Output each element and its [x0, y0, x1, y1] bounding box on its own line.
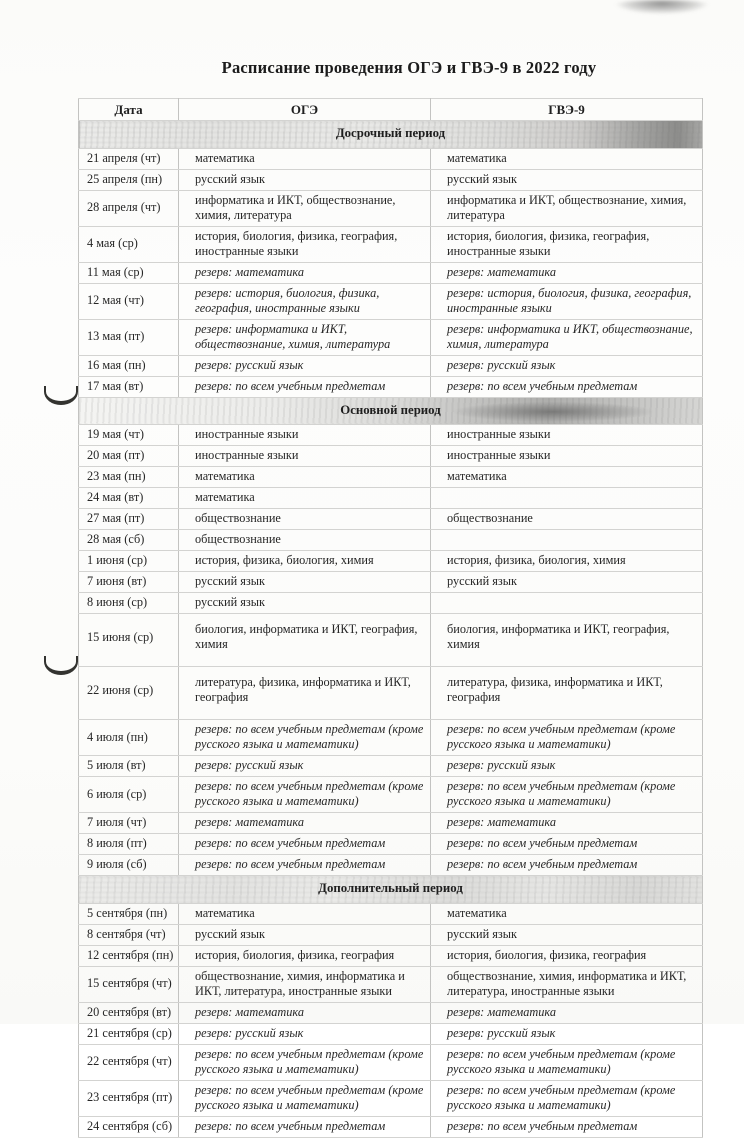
oge-cell: обществознание — [179, 509, 431, 530]
date-cell: 8 сентября (чт) — [79, 924, 179, 945]
gve-cell: математика — [431, 148, 703, 169]
schedule-body — [79, 121, 703, 1138]
table-row — [79, 813, 703, 834]
date-cell: 6 июля (ср) — [79, 777, 179, 813]
table-row — [79, 530, 703, 551]
oge-cell: резерв: информатика и ИКТ, обществознание, химия, литература — [179, 319, 431, 355]
column-header-date: Дата — [79, 99, 179, 121]
gve-cell — [431, 488, 703, 509]
table-row — [79, 614, 703, 667]
table-row — [79, 1023, 703, 1044]
gve-cell: история, физика, биология, химия — [431, 551, 703, 572]
oge-cell: резерв: по всем учебным предметам — [179, 834, 431, 855]
date-cell: 21 сентября (ср) — [79, 1023, 179, 1044]
table-row — [79, 376, 703, 397]
gve-cell: русский язык — [431, 572, 703, 593]
table-row — [79, 903, 703, 924]
date-cell: 12 сентября (пн) — [79, 945, 179, 966]
oge-cell: резерв: математика — [179, 813, 431, 834]
table-row — [79, 1002, 703, 1023]
oge-cell: резерв: по всем учебным предметам — [179, 1116, 431, 1137]
table-row — [79, 488, 703, 509]
gve-cell: литература, физика, информатика и ИКТ, география — [431, 667, 703, 720]
date-cell: 7 июля (чт) — [79, 813, 179, 834]
page-title: Расписание проведения ОГЭ и ГВЭ-9 в 2022 году — [221, 58, 597, 77]
table-row — [79, 777, 703, 813]
date-cell: 24 сентября (сб) — [79, 1116, 179, 1137]
gve-cell: резерв: математика — [431, 1002, 703, 1023]
section-header-row — [79, 397, 703, 425]
oge-cell: резерв: по всем учебным предметам (кроме русского языка и математики) — [179, 1044, 431, 1080]
date-cell: 25 апреля (пн) — [79, 169, 179, 190]
table-row — [79, 834, 703, 855]
table-row — [79, 945, 703, 966]
oge-cell: резерв: математика — [179, 262, 431, 283]
table-row — [79, 924, 703, 945]
gve-cell: обществознание, химия, информатика и ИКТ, литература, иностранные языки — [431, 966, 703, 1002]
oge-cell: резерв: история, биология, физика, география, иностранные языки — [179, 283, 431, 319]
table-row — [79, 720, 703, 756]
table-row — [79, 1116, 703, 1137]
date-cell: 7 июня (вт) — [79, 572, 179, 593]
gve-cell: резерв: по всем учебным предметам — [431, 376, 703, 397]
gve-cell: история, биология, физика, география, иностранные языки — [431, 226, 703, 262]
gve-cell: резерв: по всем учебным предметам — [431, 1116, 703, 1137]
table-row — [79, 593, 703, 614]
section-title: Основной период — [79, 397, 703, 425]
date-cell: 4 мая (ср) — [79, 226, 179, 262]
date-cell: 9 июля (сб) — [79, 855, 179, 876]
date-cell: 5 июля (вт) — [79, 756, 179, 777]
date-cell: 15 июня (ср) — [79, 614, 179, 667]
header-row — [79, 99, 703, 121]
oge-cell: литература, физика, информатика и ИКТ, география — [179, 667, 431, 720]
gve-cell: обществознание — [431, 509, 703, 530]
date-cell: 16 мая (пн) — [79, 355, 179, 376]
date-cell: 22 сентября (чт) — [79, 1044, 179, 1080]
date-cell: 22 июня (ср) — [79, 667, 179, 720]
table-row — [79, 446, 703, 467]
table-row — [79, 667, 703, 720]
date-cell: 27 мая (пт) — [79, 509, 179, 530]
gve-cell: резерв: история, биология, физика, география, иностранные языки — [431, 283, 703, 319]
oge-cell: обществознание — [179, 530, 431, 551]
oge-cell: иностранные языки — [179, 425, 431, 446]
date-cell: 4 июля (пн) — [79, 720, 179, 756]
gve-cell: резерв: информатика и ИКТ, обществознание, химия, литература — [431, 319, 703, 355]
gve-cell: математика — [431, 467, 703, 488]
gve-cell: резерв: русский язык — [431, 1023, 703, 1044]
oge-cell: русский язык — [179, 572, 431, 593]
gve-cell: информатика и ИКТ, обществознание, химия, литература — [431, 190, 703, 226]
date-cell: 5 сентября (пн) — [79, 903, 179, 924]
gve-cell: иностранные языки — [431, 446, 703, 467]
oge-cell: резерв: по всем учебным предметам (кроме русского языка и математики) — [179, 777, 431, 813]
gve-cell: резерв: по всем учебным предметам (кроме русского языка и математики) — [431, 1080, 703, 1116]
column-header-oge: ОГЭ — [179, 99, 431, 121]
gve-cell: математика — [431, 903, 703, 924]
oge-cell: резерв: русский язык — [179, 756, 431, 777]
column-header-gve: ГВЭ-9 — [431, 99, 703, 121]
gve-cell: резерв: математика — [431, 813, 703, 834]
oge-cell: русский язык — [179, 924, 431, 945]
gve-cell: резерв: по всем учебным предметам — [431, 834, 703, 855]
punch-hole-mark — [44, 386, 78, 405]
gve-cell — [431, 530, 703, 551]
table-row — [79, 467, 703, 488]
gve-cell: резерв: математика — [431, 262, 703, 283]
oge-cell: информатика и ИКТ, обществознание, химия, литература — [179, 190, 431, 226]
table-row — [79, 1080, 703, 1116]
table-row — [79, 262, 703, 283]
table-row — [79, 283, 703, 319]
date-cell: 20 сентября (вт) — [79, 1002, 179, 1023]
gve-cell: резерв: русский язык — [431, 355, 703, 376]
date-cell: 24 мая (вт) — [79, 488, 179, 509]
oge-cell: резерв: русский язык — [179, 1023, 431, 1044]
date-cell: 11 мая (ср) — [79, 262, 179, 283]
date-cell: 15 сентября (чт) — [79, 966, 179, 1002]
exam-schedule-table — [78, 98, 703, 1138]
oge-cell: обществознание, химия, информатика и ИКТ, литература, иностранные языки — [179, 966, 431, 1002]
gve-cell: резерв: по всем учебным предметам (кроме русского языка и математики) — [431, 720, 703, 756]
gve-cell: резерв: по всем учебным предметам (кроме русского языка и математики) — [431, 1044, 703, 1080]
table-row — [79, 190, 703, 226]
oge-cell: биология, информатика и ИКТ, география, химия — [179, 614, 431, 667]
table-row — [79, 509, 703, 530]
oge-cell: математика — [179, 903, 431, 924]
table-row — [79, 572, 703, 593]
oge-cell: резерв: по всем учебным предметам (кроме русского языка и математики) — [179, 720, 431, 756]
section-header-row — [79, 876, 703, 904]
oge-cell: русский язык — [179, 593, 431, 614]
date-cell: 13 мая (пт) — [79, 319, 179, 355]
oge-cell: резерв: по всем учебным предметам — [179, 855, 431, 876]
oge-cell: резерв: русский язык — [179, 355, 431, 376]
gve-cell: резерв: по всем учебным предметам — [431, 855, 703, 876]
gve-cell: история, биология, физика, география — [431, 945, 703, 966]
date-cell: 12 мая (чт) — [79, 283, 179, 319]
table-row — [79, 1044, 703, 1080]
date-cell: 17 мая (вт) — [79, 376, 179, 397]
oge-cell: история, биология, физика, география, иностранные языки — [179, 226, 431, 262]
date-cell: 28 апреля (чт) — [79, 190, 179, 226]
date-cell: 23 сентября (пт) — [79, 1080, 179, 1116]
table-row — [79, 319, 703, 355]
oge-cell: резерв: математика — [179, 1002, 431, 1023]
date-cell: 19 мая (чт) — [79, 425, 179, 446]
gve-cell: иностранные языки — [431, 425, 703, 446]
punch-hole-mark — [44, 656, 78, 675]
scan-smudge-artifact — [608, 0, 716, 14]
gve-cell: русский язык — [431, 169, 703, 190]
section-header-row — [79, 121, 703, 149]
date-cell: 21 апреля (чт) — [79, 148, 179, 169]
table-row — [79, 425, 703, 446]
table-row — [79, 551, 703, 572]
gve-cell: резерв: русский язык — [431, 756, 703, 777]
oge-cell: история, биология, физика, география — [179, 945, 431, 966]
date-cell: 20 мая (пт) — [79, 446, 179, 467]
table-row — [79, 226, 703, 262]
date-cell: 1 июня (ср) — [79, 551, 179, 572]
gve-cell — [431, 593, 703, 614]
oge-cell: математика — [179, 467, 431, 488]
gve-cell: резерв: по всем учебным предметам (кроме русского языка и математики) — [431, 777, 703, 813]
section-title: Дополнительный период — [79, 876, 703, 904]
table-row — [79, 169, 703, 190]
table-row — [79, 756, 703, 777]
table-row — [79, 855, 703, 876]
oge-cell: резерв: по всем учебным предметам — [179, 376, 431, 397]
oge-cell: математика — [179, 488, 431, 509]
oge-cell: иностранные языки — [179, 446, 431, 467]
oge-cell: резерв: по всем учебным предметам (кроме русского языка и математики) — [179, 1080, 431, 1116]
table-row — [79, 148, 703, 169]
date-cell: 23 мая (пн) — [79, 467, 179, 488]
date-cell: 28 мая (сб) — [79, 530, 179, 551]
table-row — [79, 355, 703, 376]
oge-cell: русский язык — [179, 169, 431, 190]
oge-cell: история, физика, биология, химия — [179, 551, 431, 572]
table-row — [79, 966, 703, 1002]
date-cell: 8 июня (ср) — [79, 593, 179, 614]
date-cell: 8 июля (пт) — [79, 834, 179, 855]
section-title: Досрочный период — [79, 121, 703, 149]
gve-cell: биология, информатика и ИКТ, география, химия — [431, 614, 703, 667]
gve-cell: русский язык — [431, 924, 703, 945]
oge-cell: математика — [179, 148, 431, 169]
